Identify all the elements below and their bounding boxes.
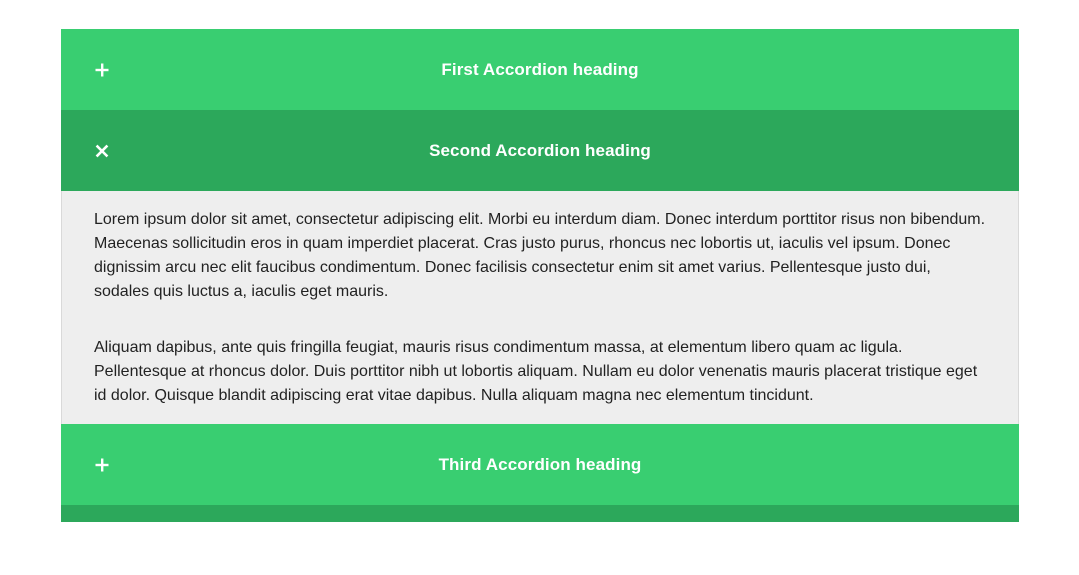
accordion-heading-first: First Accordion heading (441, 59, 639, 79)
accordion-item-first (61, 29, 1019, 110)
accordion-panel-second (61, 191, 1019, 424)
panel-paragraph: Lorem ipsum dolor sit amet, consectetur adipiscing elit. Morbi eu interdum diam. Donec interdum porttitor risus non bibendum. Maecenas sollicitudin eros in quam imperdiet placerat. Cras justo purus, rhoncus nec lobortis ut, iaculis vel ipsum. Donec dignissim arcu nec elit faucibus condimentum. Donec facilisis consectetur enim sit amet varius. Pellentesque justo dui, sodales quis luctus a, iaculis eget mauris. (94, 211, 986, 300)
accordion-heading-third: Third Accordion heading (438, 454, 642, 474)
plus-icon[interactable] (93, 456, 111, 474)
accordion-item-third (61, 424, 1019, 505)
accordion (61, 29, 1019, 522)
accordion-header-partial[interactable] (61, 505, 1019, 522)
accordion-heading-second: Second Accordion heading (429, 140, 651, 160)
plus-icon[interactable] (93, 61, 111, 79)
accordion-header-second[interactable] (61, 110, 1019, 191)
accordion-item-second (61, 110, 1019, 424)
close-icon[interactable] (93, 142, 111, 160)
accordion-header-first[interactable] (61, 29, 1019, 110)
accordion-header-third[interactable] (61, 424, 1019, 505)
panel-paragraph: Aliquam dapibus, ante quis fringilla feugiat, mauris risus condimentum massa, at elementum libero quam ac ligula. Pellentesque at rhoncus dolor. Duis porttitor nibh ut lobortis aliquam. Nullam eu dolor venenatis mauris placerat tristique eget id dolor. Quisque blandit adipiscing erat vitae dapibus. Nulla aliquam magna nec elementum tincidunt. (94, 339, 978, 404)
